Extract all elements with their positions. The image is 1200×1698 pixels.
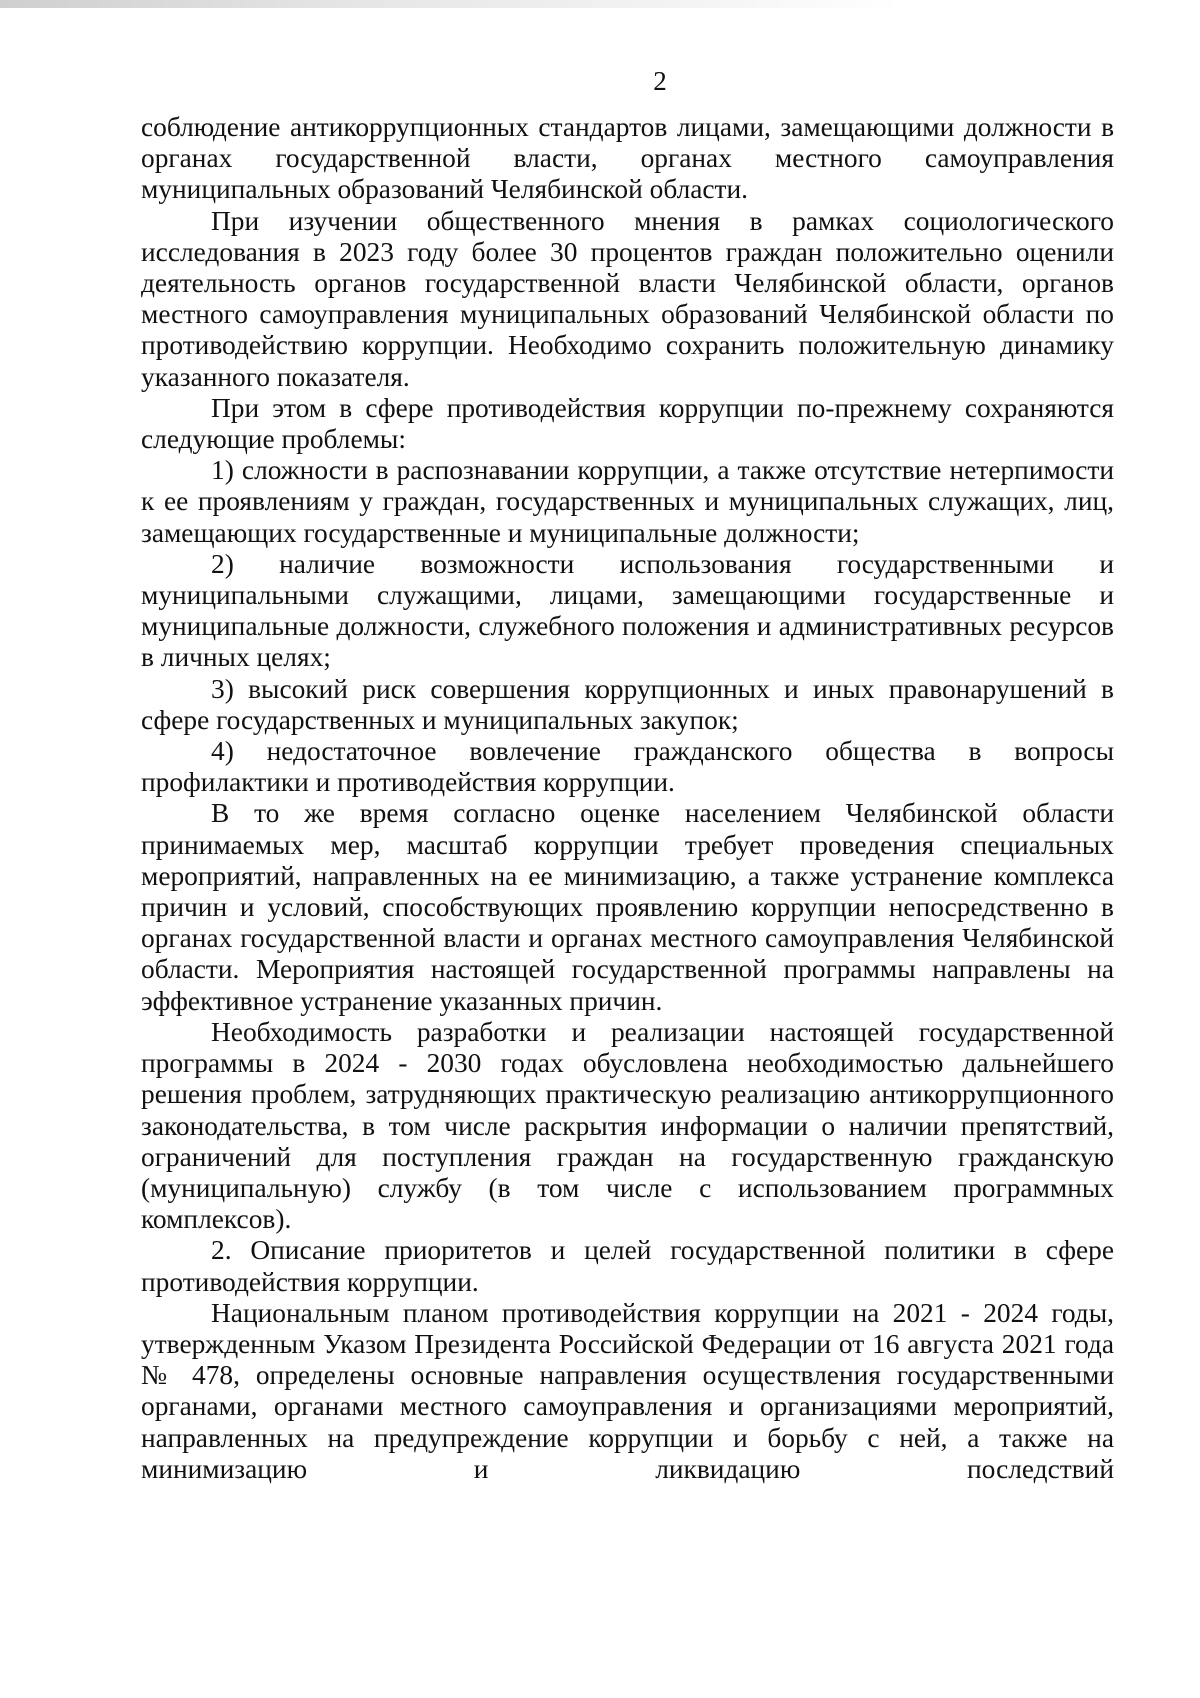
list-item: 1) сложности в распознавании коррупции, а также отсутствие нетерпимости к ее проявлениям у граждан, государственных и муниципальных служащих, лиц, замещающих государственные и муниципальные должности; [141,455,1114,548]
page-number: 2 [653,66,667,96]
paragraph: При изучении общественного мнения в рамках социологического исследования в 2023 году более 30 процентов граждан положительно оценили деятельность органов государственной власти Челябинской области, органов местного самоуправления муниципальных образований Челябинской области по противодействию коррупции. Необходимо сохранить положительную динамику указанного показателя. [141,205,1114,392]
paragraph: Необходимость разработки и реализации настоящей государственной программы в 2024 - 2030 годах обусловлена необходимостью дальнейшего решения проблем, затрудняющих практическую реализацию антикоррупционного законодательства, в том числе раскрытия информации о наличии препятствий, ограничений для поступления граждан на государственную гражданскую (муниципальную) службу (в том числе с использованием программных комплексов). [141,1016,1114,1235]
list-item: 2) наличие возможности использования государственными и муниципальными служащими, лицами, замещающими государственные и муниципальные должности, служебного положения и административных ресурсов в личных целях; [141,548,1114,673]
list-item: 3) высокий риск совершения коррупционных и иных правонарушений в сфере государственных и муниципальных закупок; [141,673,1114,735]
scan-edge-shadow [0,0,900,8]
paragraph: В то же время согласно оценке населением Челябинской области принимаемых мер, масштаб коррупции требует проведения специальных мероприятий, направленных на ее минимизацию, а также устранение комплекса причин и условий, способствующих проявлению коррупции непосредственно в органах государственной власти и органах местного самоуправления Челябинской области. Мероприятия настоящей государственной программы направлены на эффективное устранение указанных причин. [141,798,1114,1016]
section-heading: 2. Описание приоритетов и целей государственной политики в сфере противодействия коррупции. [141,1235,1114,1297]
document-body [141,112,1114,1485]
list-item: 4) недостаточное вовлечение гражданского общества в вопросы профилактики и противодействия коррупции. [141,736,1114,798]
paragraph: При этом в сфере противодействия коррупции по-прежнему сохраняются следующие проблемы: [141,392,1114,455]
paragraph: Национальным планом противодействия коррупции на 2021 - 2024 годы, утвержденным Указом Президента Российской Федерации от 16 августа 2021 года № 478, определены основные направления осуществления государственными органами, органами местного самоуправления и организациями мероприятий, направленных на предупреждение коррупции и борьбу с ней, а также на минимизацию и ликвидацию последствий [141,1297,1114,1484]
paragraph: соблюдение антикоррупционных стандартов лицами, замещающими должности в органах государственной власти, органах местного самоуправления муниципальных образований Челябинской области. [141,112,1114,205]
